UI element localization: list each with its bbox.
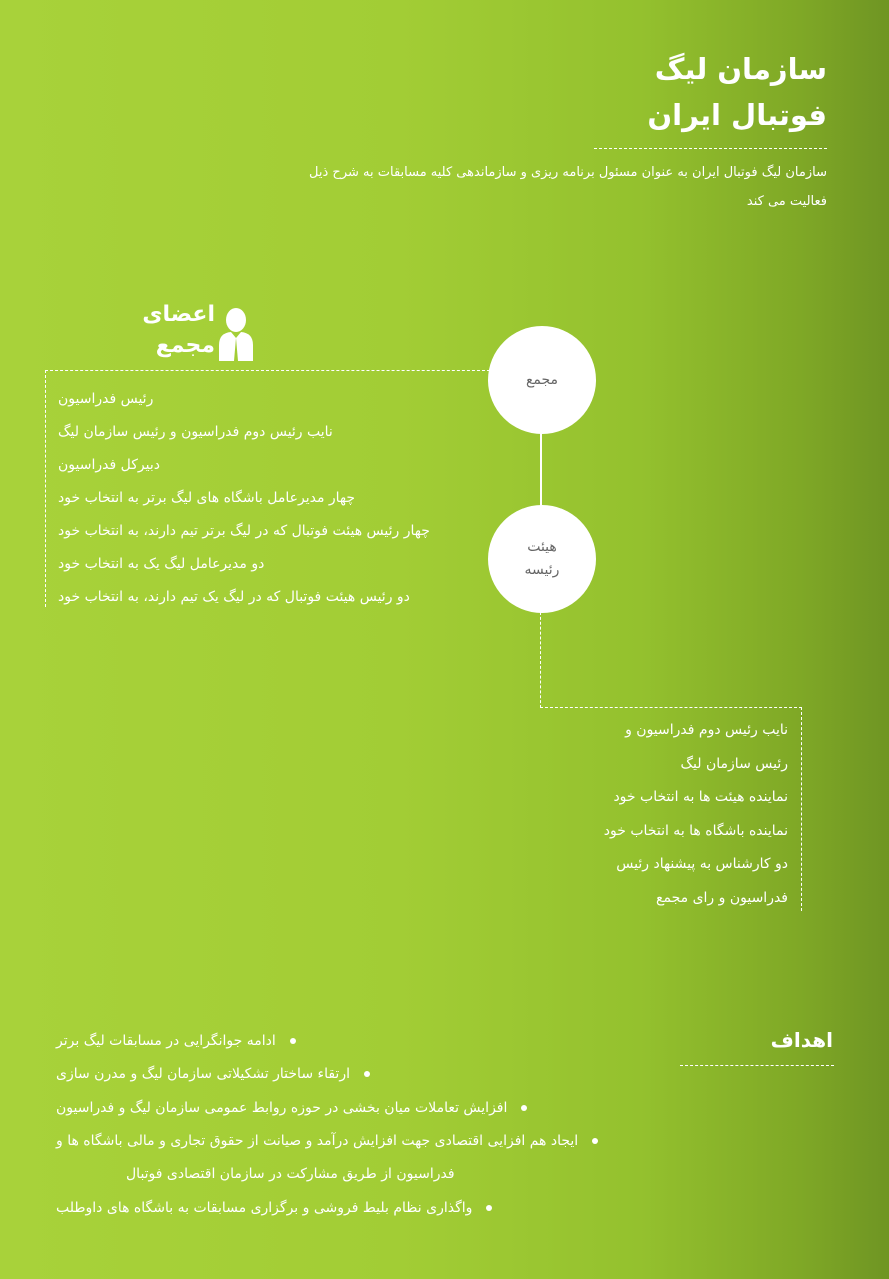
members-heading [55,302,215,364]
members-list-box [45,370,490,607]
person-icon [217,305,255,361]
title-text-2: فوتبال ایران [647,98,827,132]
node-connector [540,432,542,512]
title-text-1: سازمان لیگ [654,52,827,86]
list-item: نایب رئیس دوم فدراسیون و [625,722,788,738]
list-item: رئیس فدراسیون [58,391,154,407]
bullet-icon [290,1038,296,1044]
list-item: نماینده هیئت ها به انتخاب خود [613,789,788,805]
assembly-node [488,326,596,434]
list-item: چهار مدیرعامل باشگاه های لیگ برتر به انتخاب خود [58,490,356,506]
bullet-icon [486,1205,492,1211]
members-heading-line2: مجمع [155,333,215,358]
board-node-label-2: رئیسه [524,562,560,578]
list-item: واگذاری نظام بلیط فروشی و برگزاری مسابقات به باشگاه های داوطلب [56,1192,492,1225]
members-list [58,383,430,614]
list-item: دو رئیس هیئت فوتبال که در لیگ یک تیم دارند، به انتخاب خود [58,589,410,605]
board-node-label-1: هیئت [527,539,557,555]
members-heading-line1: اعضای [142,302,215,327]
bullet-icon [364,1071,370,1077]
goals-divider [680,1065,834,1066]
list-item: دو کارشناس به پیشنهاد رئیس [616,856,788,872]
list-item: چهار رئیس هیئت فوتبال که در لیگ برتر تیم دارند، به انتخاب خود [58,523,430,539]
title-divider [594,148,827,149]
goals-heading: اهداف [770,1028,833,1052]
title-line-1 [655,52,827,86]
bullet-icon [592,1138,598,1144]
list-item: دبیرکل فدراسیون [58,457,160,473]
list-item: نایب رئیس دوم فدراسیون و رئیس سازمان لیگ [58,424,333,440]
board-node [488,505,596,613]
board-connector-horizontal [540,707,802,708]
board-list-border [801,707,802,911]
list-item: افزایش تعاملات میان بخشی در حوزه روابط عمومی سازمان لیگ و فدراسیون [56,1092,527,1125]
list-item: فدراسیون و رای مجمع [656,889,788,906]
bullet-icon [521,1105,527,1111]
intro-text: سازمان لیگ فوتبال ایران به عنوان مسئول برنامه ریزی و سازماندهی کلیه مسابقات به شرح ذیل فعالیت می کند [309,165,827,209]
board-connector-vertical [540,612,541,708]
title-line-2 [647,98,827,132]
board-list [604,714,788,915]
list-item: رئیس سازمان لیگ [680,755,788,772]
assembly-node-label: مجمع [525,371,559,388]
list-item: ایجاد هم افزایی اقتصادی جهت افزایش درآمد و صیانت از حقوق تجاری و مالی باشگاه ها و [56,1125,598,1158]
list-item: دو مدیرعامل لیگ یک به انتخاب خود [58,556,265,572]
list-item: ادامه جوانگرایی در مسابقات لیگ برتر [56,1025,296,1058]
list-item: نماینده باشگاه ها به انتخاب خود [603,822,788,839]
list-item: ارتقاء ساختار تشکیلاتی سازمان لیگ و مدرن سازی [56,1058,370,1091]
list-item-continued: فدراسیون از طریق مشارکت در سازمان اقتصادی فوتبال [126,1166,455,1182]
